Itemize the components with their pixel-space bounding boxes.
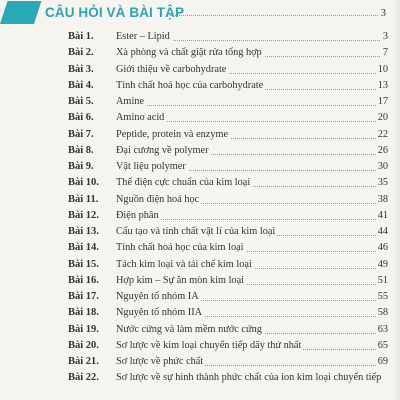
toc-entry[interactable]: [0, 31, 400, 47]
toc-entry[interactable]: [0, 356, 400, 372]
toc-entry[interactable]: [0, 112, 400, 128]
toc-entry-number: Bài 6.: [68, 112, 94, 124]
toc-entry-page: 35: [377, 177, 388, 189]
toc-entry-page: 3: [382, 31, 388, 42]
toc-entry-number: Bài 19.: [68, 323, 99, 335]
toc-entry[interactable]: [0, 324, 400, 340]
toc-entry-number: Bài 4.: [68, 79, 94, 91]
toc-entry-page: 65: [377, 339, 388, 351]
toc-entry[interactable]: [0, 340, 400, 356]
toc-entry[interactable]: [0, 47, 400, 63]
toc-entry-page: 55: [377, 291, 388, 302]
toc-entry-title: Ester – Lipid: [116, 31, 170, 42]
toc-entry-title: Điện phân: [116, 209, 159, 221]
toc-entry-number: Bài 8.: [68, 144, 94, 156]
toc-entry[interactable]: [0, 259, 400, 275]
toc-entry-page: 30: [377, 161, 388, 172]
toc-entry-number: Bài 9.: [68, 161, 94, 172]
toc-entry-title: Xà phòng và chất giặt rửa tổng hợp: [116, 47, 262, 59]
toc-entry-page: 69: [377, 356, 388, 367]
toc-entry-page: 58: [377, 307, 388, 319]
toc-entry-title: Đại cương về polymer: [116, 144, 209, 156]
toc-entry-title: Thế điện cực chuẩn của kim loại: [116, 177, 251, 189]
toc-entry-page: 13: [377, 79, 388, 91]
toc-entry-title: Sơ lược về kim loại chuyển tiếp dãy thứ nhất: [116, 339, 302, 351]
toc-entry-page: 7: [382, 47, 388, 59]
section-title: CÂU HỎI VÀ BÀI TẬP: [45, 5, 185, 20]
toc-entry-number: Bài 12.: [68, 209, 99, 221]
toc-entry[interactable]: [0, 177, 400, 193]
toc-entry-title: Nguồn điện hoá học: [116, 193, 200, 205]
toc-entry-page: 49: [377, 258, 388, 270]
toc-entry-title: Tách kim loại và tái chế kim loại: [116, 258, 252, 270]
section-page-number: 3: [380, 8, 386, 19]
toc-entry-title: Vật liệu polymer: [116, 161, 186, 172]
toc-entry[interactable]: [0, 129, 400, 145]
toc-entry[interactable]: [0, 96, 400, 112]
toc-entry-title: Peptide, protein và enzyme: [116, 128, 229, 140]
toc-entry[interactable]: [0, 307, 400, 323]
toc-entry-title: Cấu tạo và tính chất vật lí của kim loại: [116, 226, 276, 237]
toc-entry-number: Bài 10.: [68, 177, 99, 189]
toc-entry[interactable]: [0, 372, 400, 388]
toc-entry-number: Bài 7.: [68, 128, 94, 140]
toc-entry-number: Bài 13.: [68, 226, 99, 237]
toc-entry[interactable]: [0, 145, 400, 161]
toc-entry-title: Nước cứng và làm mềm nước cứng: [116, 323, 262, 335]
toc-entry-number: Bài 20.: [68, 339, 99, 351]
toc-entry-number: Bài 11.: [68, 193, 99, 205]
toc-entry-page: 41: [377, 209, 388, 221]
toc-entry-number: Bài 2.: [68, 47, 94, 59]
toc-entry-page: 38: [377, 193, 388, 205]
toc-entry-page: 51: [377, 274, 388, 286]
toc-entry-number: Bài 15.: [68, 258, 99, 270]
toc-entry-title: Tính chất hoá học của carbohydrate: [116, 79, 264, 91]
toc-entry-title: Nguyên tố nhóm IA: [116, 291, 199, 302]
toc-entry[interactable]: [0, 226, 400, 242]
toc-entry-number: Bài 3.: [68, 63, 94, 75]
toc-entry-number: Bài 14.: [68, 242, 99, 254]
toc-entry-number: Bài 21.: [68, 356, 99, 367]
toc-entry-number: Bài 17.: [68, 291, 99, 302]
toc-entry-page: 26: [377, 144, 388, 156]
toc-entry-number: Bài 18.: [68, 307, 99, 319]
toc-entry-page: 17: [377, 96, 388, 107]
toc-entry-title: Amine: [116, 96, 145, 107]
toc-entry-title: Giới thiệu về carbohydrate: [116, 63, 227, 75]
toc-entry-number: Bài 16.: [68, 274, 99, 286]
toc-entry-title: Amino acid: [116, 112, 165, 124]
toc-entry[interactable]: [0, 210, 400, 226]
toc-entry-title: Sơ lược về sự hình thành phức chất của ion kim loại chuyển tiếp: [116, 372, 382, 384]
toc-entry-page: 20: [377, 112, 388, 124]
toc-entry[interactable]: [0, 291, 400, 307]
toc-entry-page: 44: [377, 226, 388, 237]
toc-entry-page: 10: [377, 63, 388, 75]
toc-entry[interactable]: [0, 275, 400, 291]
toc-entry[interactable]: [0, 242, 400, 258]
toc-entry-page: 22: [377, 128, 388, 140]
toc-entry-number: Bài 5.: [68, 96, 94, 107]
toc-entry[interactable]: [0, 194, 400, 210]
toc-entry-number: Bài 1.: [68, 31, 94, 42]
toc-entry-title: Tính chất hoá học của kim loại: [116, 242, 244, 254]
toc-entry-number: Bài 22.: [68, 372, 99, 384]
toc-entry-title: Nguyên tố nhóm IIA: [116, 307, 203, 319]
toc-entry[interactable]: [0, 64, 400, 80]
toc-entry-title: Sơ lược về phức chất: [116, 356, 204, 367]
toc-entry-page: 46: [377, 242, 388, 254]
toc-entry[interactable]: [0, 161, 400, 177]
toc-entry-title: Hợp kim – Sự ăn mòn kim loại: [116, 274, 245, 286]
toc-entry[interactable]: [0, 80, 400, 96]
toc-entry-page: 63: [377, 323, 388, 335]
toc-dot-leader: [116, 105, 380, 106]
